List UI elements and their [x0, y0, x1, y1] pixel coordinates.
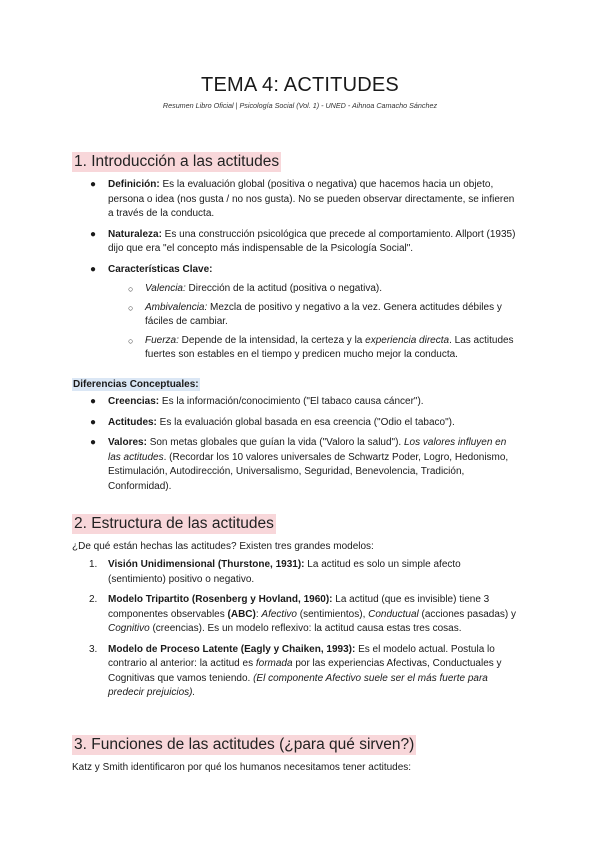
model-2-label: Modelo Tripartito (Rosenberg y Hovland, 1960): — [108, 594, 333, 605]
ambivalence-label: Ambivalencia: — [145, 301, 208, 313]
bullet-circle: ○ — [128, 302, 134, 313]
list-item — [0, 593, 520, 637]
model-2-cognitive: Cognitivo — [108, 623, 150, 634]
model-2-text-d: (acciones pasadas) y — [418, 608, 517, 620]
list-item — [0, 282, 520, 297]
model-2-affective: Afectivo — [261, 608, 297, 620]
model-2-behavioral: Conductual — [368, 608, 419, 620]
bullet-dot: ● — [90, 228, 97, 240]
key-features-label: Características Clave: — [108, 263, 213, 275]
list-item — [0, 228, 520, 257]
section-3-heading: 3. Funciones de las actitudes (¿para qué sirven?) — [74, 736, 415, 753]
nature-text: Es una construcción psicológica que precede al comportamiento. Allport (1935) dijo que era "el concepto más indispensable de la Psicología Social". — [108, 228, 516, 254]
section-2-intro: ¿De qué están hechas las actitudes? Existen tres grandes modelos: — [72, 541, 374, 552]
page-subtitle: Resumen Libro Oficial | Psicología Social (Vol. 1) - UNED - Aihnoa Camacho Sánchez — [162, 101, 438, 110]
bullet-dot: ● — [90, 396, 97, 407]
list-item — [0, 334, 520, 363]
list-item — [0, 263, 520, 278]
list-item — [0, 301, 520, 330]
list-number: 1. — [89, 559, 98, 570]
ambivalence-text: Mezcla de positivo y negativo a la vez. Genera actitudes débiles y fáciles de cambiar. — [145, 301, 502, 327]
list-number: 3. — [89, 643, 98, 655]
values-text: Son metas globales que guían la vida ("Valoro la salud"). — [146, 437, 404, 448]
beliefs-text: Es la información/conocimiento ("El tabaco causa cáncer"). — [159, 396, 424, 407]
nature-label: Naturaleza: — [108, 228, 162, 240]
beliefs-label: Creencias: — [108, 396, 160, 407]
strength-label: Fuerza: — [145, 334, 179, 346]
attitudes-label: Actitudes: — [108, 416, 157, 428]
model-2-text-e: (creencias). Es un modelo reflexivo: la actitud causa estas tres cosas. — [149, 623, 462, 634]
list-item — [0, 436, 520, 494]
model-1-text: La actitud es solo un simple afecto (sentimiento) positivo o negativo. — [108, 559, 461, 585]
section-1-heading: 1. Introducción a las actitudes — [74, 153, 280, 170]
bullet-dot: ● — [90, 179, 97, 190]
strength-text-end: . Las actitudes fuertes son estables en el tiempo y predicen mucho mejor la conducta. — [145, 334, 514, 360]
model-3-label: Modelo de Proceso Latente (Eagly y Chaiken, 1993): — [108, 643, 356, 655]
bullet-circle: ○ — [128, 284, 134, 294]
model-2-abc: (ABC) — [227, 608, 256, 620]
values-label: Valores: — [108, 437, 147, 448]
values-text-end: . (Recordar los 10 valores universales de Schwartz Poder, Logro, Hedonismo, Estimulación, Autodirección, Universalismo, Seguridad, Benevolencia, Tradición, Conformidad). — [108, 451, 509, 492]
list-item — [0, 643, 520, 701]
attitudes-text: Es la evaluación global basada en esa creencia ("Odio el tabaco"). — [156, 416, 455, 428]
valence-label: Valencia: — [145, 283, 186, 294]
valence-text: Dirección de la actitud (positiva o negativa). — [185, 283, 382, 294]
model-2-colon: : — [255, 608, 262, 620]
model-2-text: La actitud (que es invisible) tiene 3 componentes observables — [108, 594, 490, 620]
subheading-differences: Diferencias Conceptuales: — [73, 379, 199, 390]
list-number: 2. — [89, 594, 98, 605]
strength-italic: experiencia directa — [365, 334, 450, 346]
model-3-text: Es el modelo actual. Postula lo contrario al anterior: la actitud es — [108, 643, 495, 669]
bullet-dot: ● — [90, 437, 97, 448]
list-item — [0, 558, 520, 587]
list-item — [0, 178, 520, 222]
section-1-list — [0, 178, 520, 363]
definition-label: Definición: — [108, 179, 160, 190]
page-title: TEMA 4: ACTITUDES — [201, 74, 399, 96]
list-item — [0, 395, 520, 410]
section-2-heading: 2. Estructura de las actitudes — [74, 515, 274, 532]
section-3-intro: Katz y Smith identificaron por qué los humanos necesitamos tener actitudes: — [72, 762, 412, 773]
model-3-formed: formada — [255, 658, 293, 669]
definition-text: Es la evaluación global (positiva o negativa) que hacemos hacia un objeto, persona o idea (nos gusta / no nos gusta). No se pueden observar directamente, se infieren a través de la conducta. — [108, 179, 515, 219]
differences-list — [0, 395, 520, 494]
bullet-dot: ● — [90, 263, 97, 275]
model-1-label: Visión Unidimensional (Thurstone, 1931): — [108, 559, 305, 570]
model-2-text-c: (sentimientos), — [297, 608, 369, 620]
model-3-note: (El componente Afectivo suele ser el más fuerte para predecir prejuicios). — [108, 672, 488, 698]
model-3-text-b: por las experiencias Afectivas, Conductuales y Cognitivas que vamos teniendo. — [108, 658, 502, 684]
bullet-dot: ● — [90, 416, 97, 428]
values-italic: Los valores influyen en las actitudes — [108, 437, 507, 463]
section-2-list — [0, 558, 520, 701]
list-item — [0, 416, 520, 431]
strength-text: Depende de la intensidad, la certeza y la — [178, 334, 366, 346]
bullet-circle: ○ — [128, 335, 134, 346]
